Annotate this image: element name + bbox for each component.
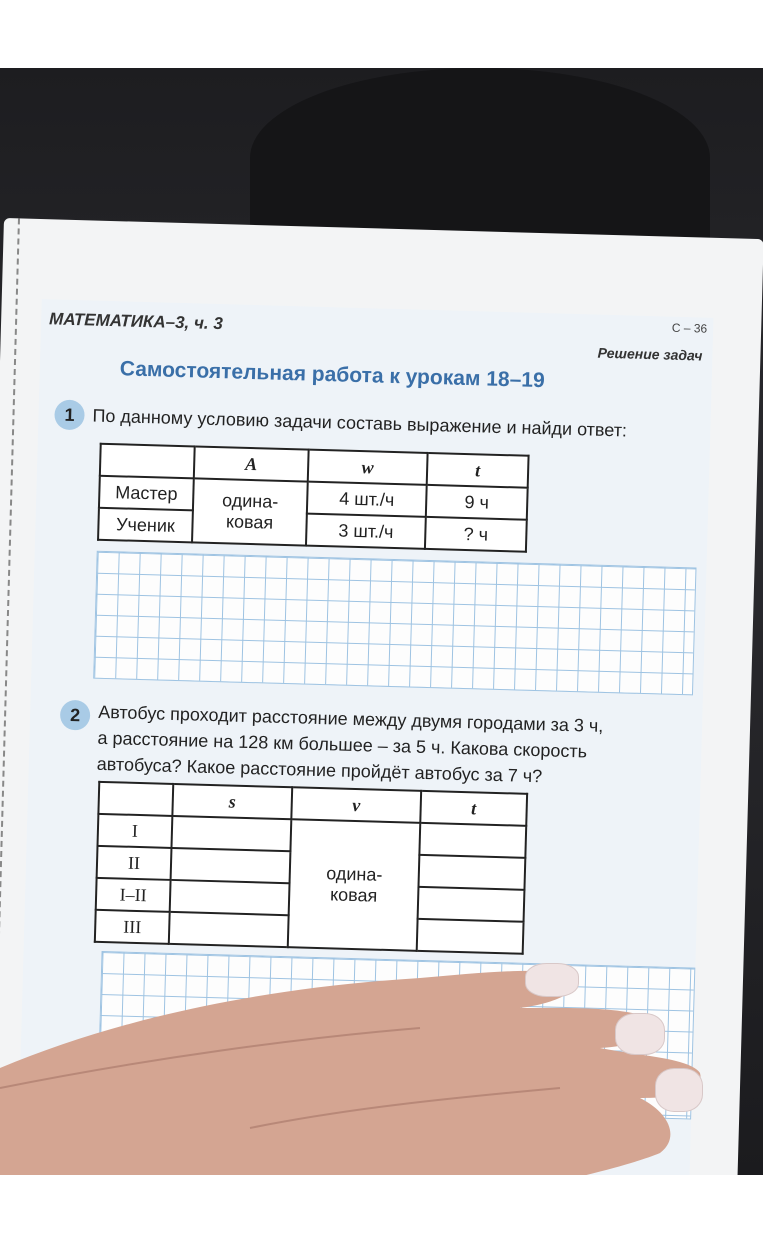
task-number-1: 1 bbox=[54, 399, 85, 430]
fingernail bbox=[525, 963, 579, 997]
car-seat bbox=[250, 68, 710, 248]
task1-row-label: Мастер bbox=[99, 476, 194, 511]
task1-table bbox=[97, 443, 530, 553]
task2-s-cell[interactable] bbox=[171, 848, 291, 883]
task-number-2: 2 bbox=[60, 700, 91, 731]
task2-t-cell[interactable] bbox=[418, 855, 525, 890]
task2-text-line2: а расстояние на 128 км большее – за 5 ч. Какова скорость bbox=[97, 727, 588, 762]
page-code: С – 36 bbox=[671, 320, 708, 336]
photo-background bbox=[0, 68, 763, 1175]
task2-text bbox=[96, 699, 698, 794]
task1-text: По данному условию задачи составь выражение и найди ответ: bbox=[92, 405, 628, 441]
task2-text-line3: автобуса? Какое расстояние пройдёт автобус за 7 ч? bbox=[96, 753, 543, 787]
task2-shared-v-line2: ковая bbox=[329, 884, 378, 906]
work-title: Самостоятельная работа к урокам 18–19 bbox=[119, 357, 546, 393]
bottom-bar bbox=[0, 1175, 763, 1243]
task1-w-cell: 3 шт./ч bbox=[306, 514, 426, 549]
task2-header-empty bbox=[98, 782, 173, 816]
task2-row-label: I bbox=[98, 814, 173, 848]
task2-t-cell[interactable] bbox=[419, 823, 526, 858]
task2-row-label: III bbox=[95, 910, 170, 944]
book-title: МАТЕМАТИКА–3, ч. 3 bbox=[48, 309, 224, 334]
task1-shared-a-line1: одина- bbox=[221, 490, 279, 512]
task1-header-a: A bbox=[194, 446, 309, 481]
task1-header-empty bbox=[100, 444, 195, 479]
task2-header-s: s bbox=[172, 784, 292, 819]
task1-shared-a bbox=[192, 478, 308, 545]
task2-header-t: t bbox=[420, 791, 527, 826]
task2-header-v: v bbox=[291, 787, 421, 823]
task2-table bbox=[94, 781, 528, 955]
fingernail bbox=[655, 1068, 703, 1112]
task1-row-label: Ученик bbox=[98, 508, 193, 543]
section-label: Решение задач bbox=[597, 344, 703, 364]
hand bbox=[0, 948, 763, 1175]
task1-shared-a-line2: ковая bbox=[225, 511, 274, 533]
task1-header-w: w bbox=[308, 450, 428, 485]
task2-row-label: I–II bbox=[96, 878, 171, 912]
task2-shared-v bbox=[288, 819, 421, 951]
task2-s-cell[interactable] bbox=[171, 816, 291, 851]
task1-w-cell: 4 шт./ч bbox=[307, 482, 427, 517]
fingernail bbox=[615, 1013, 665, 1055]
task1-answer-grid[interactable] bbox=[93, 551, 696, 696]
task2-s-cell[interactable] bbox=[169, 912, 289, 947]
task2-text-line1: Автобус проходит расстояние между двумя городами за 3 ч, bbox=[97, 701, 604, 736]
task2-t-cell[interactable] bbox=[418, 887, 525, 922]
task1-t-cell: 9 ч bbox=[426, 485, 528, 520]
task1-header-t: t bbox=[427, 453, 529, 488]
task1-t-cell: ? ч bbox=[425, 517, 527, 552]
task2-shared-v-line1: одина- bbox=[325, 863, 383, 885]
task2-row-label: II bbox=[97, 846, 172, 880]
task2-s-cell[interactable] bbox=[170, 880, 290, 915]
